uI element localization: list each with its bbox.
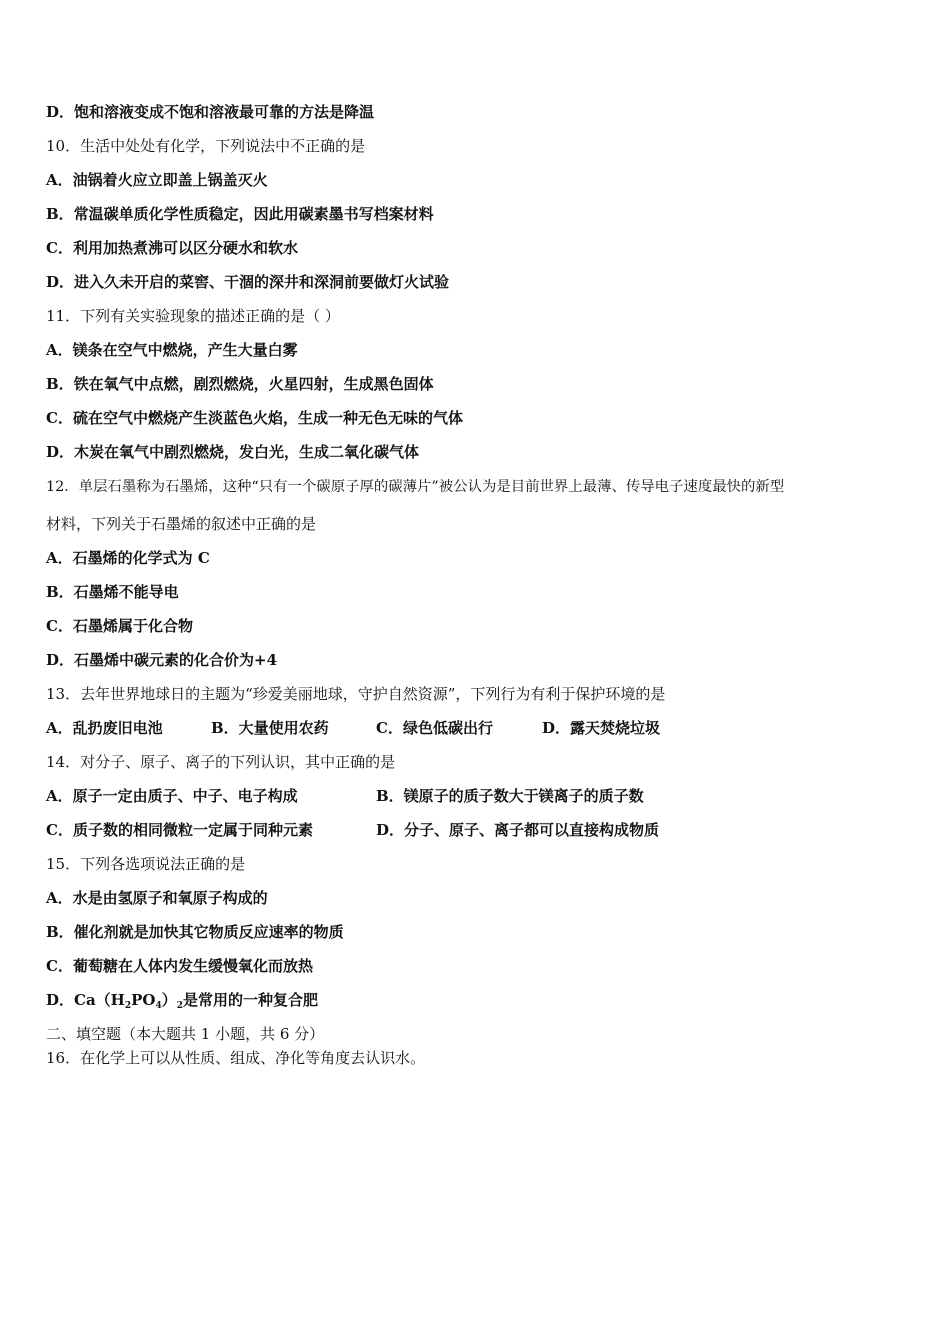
q10-option-a: A．油锅着火应立即盖上锅盖灭火 <box>46 171 268 189</box>
q16-stem: 16．在化学上可以从性质、组成、净化等角度去认识水。 <box>46 1049 426 1067</box>
q10-option-d: D．进入久未开启的菜窖、干涸的深井和深洞前要做灯火试验 <box>46 273 450 291</box>
q10-option-b: B．常温碳单质化学性质稳定，因此用碳素墨书写档案材料 <box>46 205 434 223</box>
q13-option-c: C．绿色低碳出行 <box>376 719 493 737</box>
q14-option-c: C．质子数的相同微粒一定属于同种元素 <box>46 821 313 839</box>
q12-option-b: B．石墨烯不能导电 <box>46 583 179 601</box>
q14-option-b: B．镁原子的质子数大于镁离子的质子数 <box>376 787 644 805</box>
q12-option-c: C．石墨烯属于化合物 <box>46 617 193 635</box>
q11-option-a: A．镁条在空气中燃烧，产生大量白雾 <box>46 341 298 359</box>
q15-option-b: B．催化剂就是加快其它物质反应速率的物质 <box>46 923 344 941</box>
q12-stem-line1: 12．单层石墨称为石墨烯，这种“只有一个碳原子厚的碳薄片”被公认为是目前世界上最薄、传导电子速度最快的新型 <box>46 479 785 495</box>
q10-stem: 10．生活中处处有化学，下列说法中不正确的是 <box>46 137 366 155</box>
q13-options <box>46 718 906 738</box>
q15-option-a: A．水是由氢原子和氧原子构成的 <box>46 889 268 907</box>
q14-option-d: D．分子、原子、离子都可以直接构成物质 <box>376 821 660 839</box>
q11-option-b: B．铁在氧气中点燃，剧烈燃烧，火星四射，生成黑色固体 <box>46 375 434 393</box>
q13-option-a: A．乱扔废旧电池 <box>46 719 163 737</box>
q13-option-b: B．大量使用农药 <box>211 719 329 737</box>
q14-options-row1 <box>46 786 906 806</box>
q15-option-c: C．葡萄糖在人体内发生缓慢氧化而放热 <box>46 957 313 975</box>
q14-options-row2 <box>46 820 906 840</box>
q12-option-a: A．石墨烯的化学式为 C <box>46 549 210 567</box>
q11-option-c: C．硫在空气中燃烧产生淡蓝色火焰，生成一种无色无味的气体 <box>46 409 463 427</box>
q13-stem: 13．去年世界地球日的主题为“珍爱美丽地球，守护自然资源”，下列行为有利于保护环境的是 <box>46 685 666 703</box>
q14-stem: 14．对分子、原子、离子的下列认识，其中正确的是 <box>46 753 396 771</box>
q12-stem-line2: 材料，下列关于石墨烯的叙述中正确的是 <box>46 515 317 533</box>
q9-option-d: D．饱和溶液变成不饱和溶液最可靠的方法是降温 <box>46 103 375 121</box>
q13-option-d: D．露天焚烧垃圾 <box>542 719 661 737</box>
q15-stem: 15．下列各选项说法正确的是 <box>46 855 246 873</box>
q11-stem: 11．下列有关实验现象的描述正确的是（ ） <box>46 307 340 325</box>
q12-option-d: D．石墨烯中碳元素的化合价为+4 <box>46 651 278 669</box>
q10-option-c: C．利用加热煮沸可以区分硬水和软水 <box>46 239 298 257</box>
q14-option-a: A．原子一定由质子、中子、电子构成 <box>46 787 298 805</box>
q15-option-d: D．$Ca(H_2PO_4)_2$是常用的一种复合肥 <box>46 991 319 1011</box>
section-2-title: 二、填空题（本大题共 1 小题，共 6 分） <box>46 1025 325 1043</box>
q11-option-d: D．木炭在氧气中剧烈燃烧，发白光，生成二氧化碳气体 <box>46 443 420 461</box>
